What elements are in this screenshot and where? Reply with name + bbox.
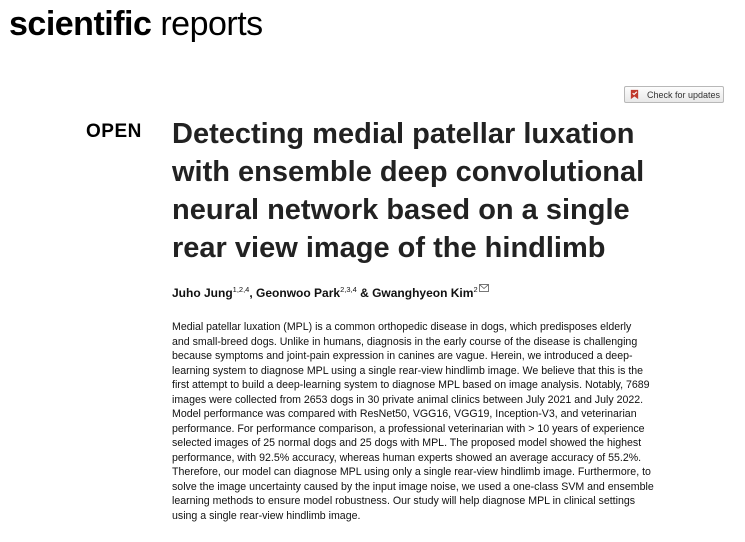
title-line: with ensemble deep convolutional (172, 156, 645, 188)
title-line: rear view image of the hindlimb (172, 232, 606, 264)
abstract-line: Therefore, our model can diagnose MPL using only a single rear-view hindlimb image. Furthermore, to (172, 466, 651, 478)
title-line: Detecting medial patellar luxation (172, 118, 635, 150)
abstract-line: Medial patellar luxation (MPL) is a common orthopedic disease in dogs, which predisposes elderly (172, 321, 632, 333)
article-title (172, 115, 732, 267)
abstract-line: performance, with 92.5% accuracy, whereas human experts showed an average accuracy of 55.2%. (172, 451, 642, 464)
abstract-line: solve the image uncertainty caused by the input image noise, we used a one-class SVM and ensemble (172, 480, 654, 493)
check-for-updates-button[interactable] (624, 86, 724, 103)
author-name[interactable]: Juho Jung (172, 286, 233, 300)
author-list (172, 284, 489, 300)
author-affiliations[interactable]: 1,2,4 (232, 285, 250, 294)
abstract-line: learning system to diagnose MPL using a single rear-view hindlimb image. We believe that this is the (172, 364, 644, 377)
abstract-line: using a single rear-view hindlimb image. (172, 509, 361, 522)
abstract-line: selected images of 25 normal dogs and 25 dogs with MPL. The proposed model showed the highest (172, 437, 642, 449)
abstract-line: performance. For performance comparison, a professional veterinarian with > 10 years of experience (172, 422, 645, 435)
journal-name-bold: scientific (9, 5, 152, 43)
open-access-label: OPEN (86, 121, 142, 142)
author-name[interactable]: Geonwoo Park (256, 286, 341, 300)
check-for-updates-label: Check for updates (647, 89, 721, 100)
title-line: neural network based on a single (172, 194, 630, 226)
journal-name-light: reports (160, 5, 263, 43)
author-name[interactable]: Gwanghyeon Kim (372, 286, 474, 300)
author-separator: & (356, 286, 373, 300)
abstract-line: learning methods to ensure model robustness. Our study will help diagnose MPL in clinical settings (172, 495, 636, 507)
crossmark-icon (629, 89, 640, 100)
abstract-line: first attempt to build a deep-learning system to diagnose MPL based on image analysis. Notably, 7689 (172, 379, 650, 391)
journal-title (9, 2, 263, 46)
author-affiliations[interactable]: 2 (473, 285, 478, 294)
abstract (172, 320, 742, 523)
abstract-line: because symptoms and joint-pain expression in canines are vague. Herein, we introduced a deep- (172, 350, 633, 362)
abstract-line: Model performance was compared with ResNet50, VGG16, VGG19, Inception-V3, and veterinarian (172, 408, 637, 420)
abstract-line: images were collected from 2653 dogs in 30 private animal clinics between July 2021 and July 2022. (172, 393, 644, 406)
author-separator: , (249, 286, 257, 300)
envelope-icon[interactable] (479, 284, 489, 292)
author-affiliations[interactable]: 2,3,4 (340, 285, 357, 294)
abstract-line: and small-breed dogs. Unlike in humans, diagnosis in the early course of the disease is challenging (172, 335, 638, 348)
